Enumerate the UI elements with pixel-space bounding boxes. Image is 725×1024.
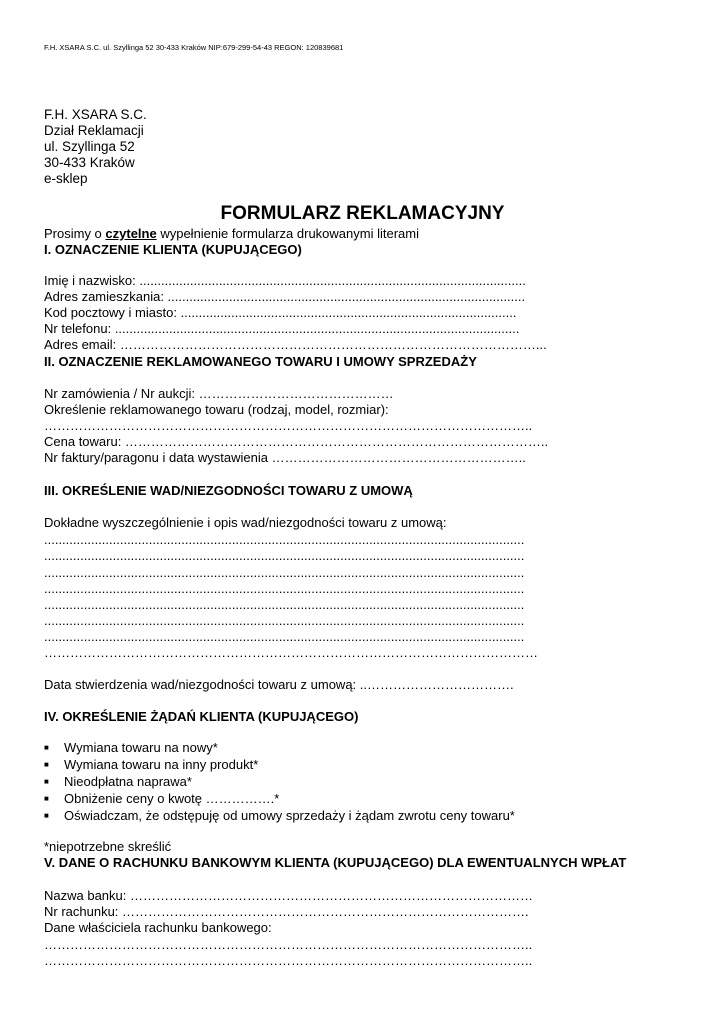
city: 30-433 Kraków (44, 155, 135, 170)
price-field: Cena towaru: …………………………………………………………………………………….. (44, 434, 549, 449)
claim-option-discount: Obniżenie ceny o kwotę …………….* (64, 791, 280, 806)
intro-text (44, 226, 419, 242)
defect-line: ..................................................................................................................................... (44, 565, 525, 580)
company-name: F.H. XSARA S.C. (44, 107, 147, 122)
defect-label: Dokładne wyszczególnienie i opis wad/niezgodności towaru z umową: (44, 515, 447, 530)
form-title: FORMULARZ REKLAMACYJNY (220, 203, 505, 224)
defect-line: ..................................................................................................................................... (44, 581, 525, 596)
section-4-heading: IV. OKREŚLENIE ŻĄDAŃ KLIENTA (KUPUJĄCEGO) (44, 709, 359, 724)
claim-option-other-product: Wymiana towaru na inny produkt* (64, 757, 259, 772)
claim-option-repair: Nieodpłatna naprawa* (64, 774, 192, 789)
bullet-icon: ■ (44, 760, 49, 769)
owner-label: Dane właściciela rachunku bankowego: (44, 920, 272, 935)
street: ul. Szyllinga 52 (44, 139, 135, 154)
shop-type: e-sklep (44, 171, 88, 186)
order-field: Nr zamówienia / Nr aukcji: ……………………………………… (44, 386, 394, 401)
account-field: Nr rachunku: …………………………………………………………………………………. (44, 904, 529, 919)
bullet-icon: ■ (44, 811, 49, 820)
owner-line: ………………………………………………………………………………………………….. (44, 937, 533, 952)
defect-line: …………………………………………………………………………………………………… (44, 645, 538, 660)
section-2-heading: II. OZNACZENIE REKLAMOWANEGO TOWARU I UMOWY SPRZEDAŻY (44, 354, 477, 369)
claim-option-refund: Oświadczam, że odstępuję od umowy sprzedaży i żądam zwrotu ceny towaru* (64, 808, 515, 823)
claim-option-replace: Wymiana towaru na nowy* (64, 740, 218, 755)
intro-bold: czytelne (105, 226, 157, 241)
section-3-heading: III. OKREŚLENIE WAD/NIEZGODNOŚCI TOWARU Z UMOWĄ (44, 483, 413, 498)
page-header: F.H. XSARA S.C. ul. Szyllinga 52 30-433 Kraków NIP:679-299-54-43 REGON: 120839681 (44, 43, 344, 52)
intro-post: wypełnienie formularza drukowanymi literami (156, 226, 419, 241)
defect-line: ..................................................................................................................................... (44, 613, 525, 628)
phone-field: Nr telefonu: ................................................................................................................ (44, 321, 520, 336)
bullet-icon: ■ (44, 794, 49, 803)
department: Dział Reklamacji (44, 123, 144, 138)
section-5-heading: V. DANE O RACHUNKU BANKOWYM KLIENTA (KUPUJĄCEGO) DLA EWENTUALNYCH WPŁAT (44, 855, 627, 870)
name-field: Imię i nazwisko: ........................................................................................................... (44, 273, 526, 288)
intro-pre: Prosimy o (44, 226, 106, 241)
invoice-field: Nr faktury/paragonu i data wystawienia ………………………………………………….. (44, 450, 526, 465)
address-field: Adres zamieszkania: ................................................................................................... (44, 289, 526, 304)
postal-field: Kod pocztowy i miasto: ............................................................................................. (44, 305, 517, 320)
bullet-icon: ■ (44, 777, 49, 786)
defect-line: ..................................................................................................................................... (44, 597, 525, 612)
product-field: ………………………………………………………………………………………………….. (44, 418, 533, 433)
owner-line: ………………………………………………………………………………………………….. (44, 953, 533, 968)
defect-line: ..................................................................................................................................... (44, 532, 525, 547)
defect-date-field: Data stwierdzenia wad/niezgodności towaru z umową: ..……………………………. (44, 677, 514, 692)
section-1-heading: I. OZNACZENIE KLIENTA (KUPUJĄCEGO) (44, 242, 302, 257)
email-field: Adres email: ……………………………………………………………………………………... (44, 337, 547, 352)
product-label: Określenie reklamowanego towaru (rodzaj, model, rozmiar): (44, 402, 389, 417)
defect-line: ..................................................................................................................................... (44, 629, 525, 644)
bank-name-field: Nazwa banku: ………………………………………………………………………………… (44, 888, 533, 903)
strike-note: *niepotrzebne skreślić (44, 839, 172, 854)
defect-line: ..................................................................................................................................... (44, 548, 525, 563)
bullet-icon: ■ (44, 743, 49, 752)
